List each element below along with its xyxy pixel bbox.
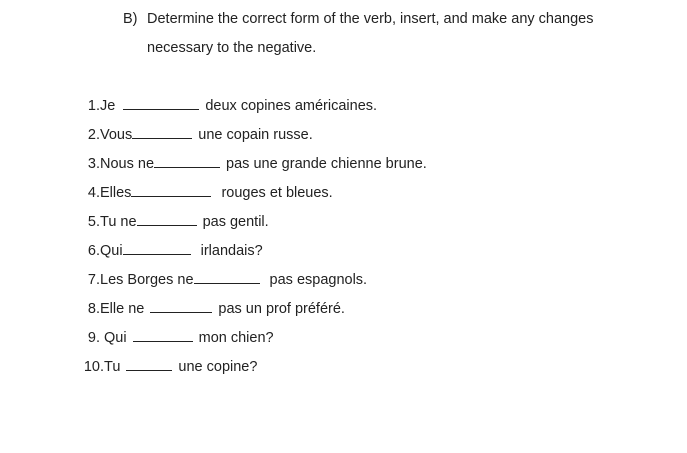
answer-blank[interactable]	[131, 183, 211, 197]
answer-blank[interactable]	[137, 212, 197, 226]
item-prefix: Qui	[104, 330, 127, 346]
answer-blank[interactable]	[123, 241, 191, 255]
item-number: 1.	[87, 98, 100, 114]
item-prefix: Tu ne	[100, 214, 137, 230]
item-prefix: Je	[100, 98, 116, 114]
answer-blank[interactable]	[133, 328, 193, 342]
item-prefix: Qui	[100, 243, 123, 259]
answer-blank[interactable]	[132, 125, 192, 139]
item-prefix: Les Borges ne	[100, 272, 194, 288]
item-number: 2.	[87, 127, 100, 143]
item-suffix: pas un prof préféré.	[218, 301, 345, 317]
instructions-line-2: necessary to the negative.	[147, 40, 317, 56]
item-prefix: Elle ne	[100, 301, 145, 317]
instructions-line-1: Determine the correct form of the verb, insert, and make any changes	[147, 11, 594, 27]
item-prefix: Elles	[100, 185, 132, 201]
item-number: 10.	[83, 359, 104, 375]
item-number: 9.	[87, 330, 100, 346]
item-number: 3.	[87, 156, 100, 172]
item-suffix: une copain russe.	[198, 127, 313, 143]
item-suffix: pas une grande chienne brune.	[226, 156, 427, 172]
item-suffix: pas gentil.	[202, 214, 269, 230]
item-prefix: Tu	[104, 359, 121, 375]
item-suffix: une copine?	[178, 359, 258, 375]
answer-blank[interactable]	[126, 357, 172, 371]
item-number: 7.	[87, 272, 100, 288]
item-suffix: irlandais?	[200, 243, 263, 259]
answer-blank[interactable]	[150, 299, 212, 313]
answer-blank[interactable]	[123, 96, 199, 110]
item-number: 6.	[87, 243, 100, 259]
item-suffix: mon chien?	[198, 330, 274, 346]
item-number: 8.	[87, 301, 100, 317]
section-label: B)	[123, 11, 138, 27]
item-suffix: deux copines américaines.	[205, 98, 378, 114]
item-prefix: Nous ne	[100, 156, 155, 172]
answer-blank[interactable]	[194, 270, 260, 284]
item-number: 4.	[87, 185, 100, 201]
answer-blank[interactable]	[154, 154, 220, 168]
item-suffix: rouges et bleues.	[221, 185, 333, 201]
item-number: 5.	[87, 214, 100, 230]
item-suffix: pas espagnols.	[269, 272, 368, 288]
item-prefix: Vous	[100, 127, 133, 143]
